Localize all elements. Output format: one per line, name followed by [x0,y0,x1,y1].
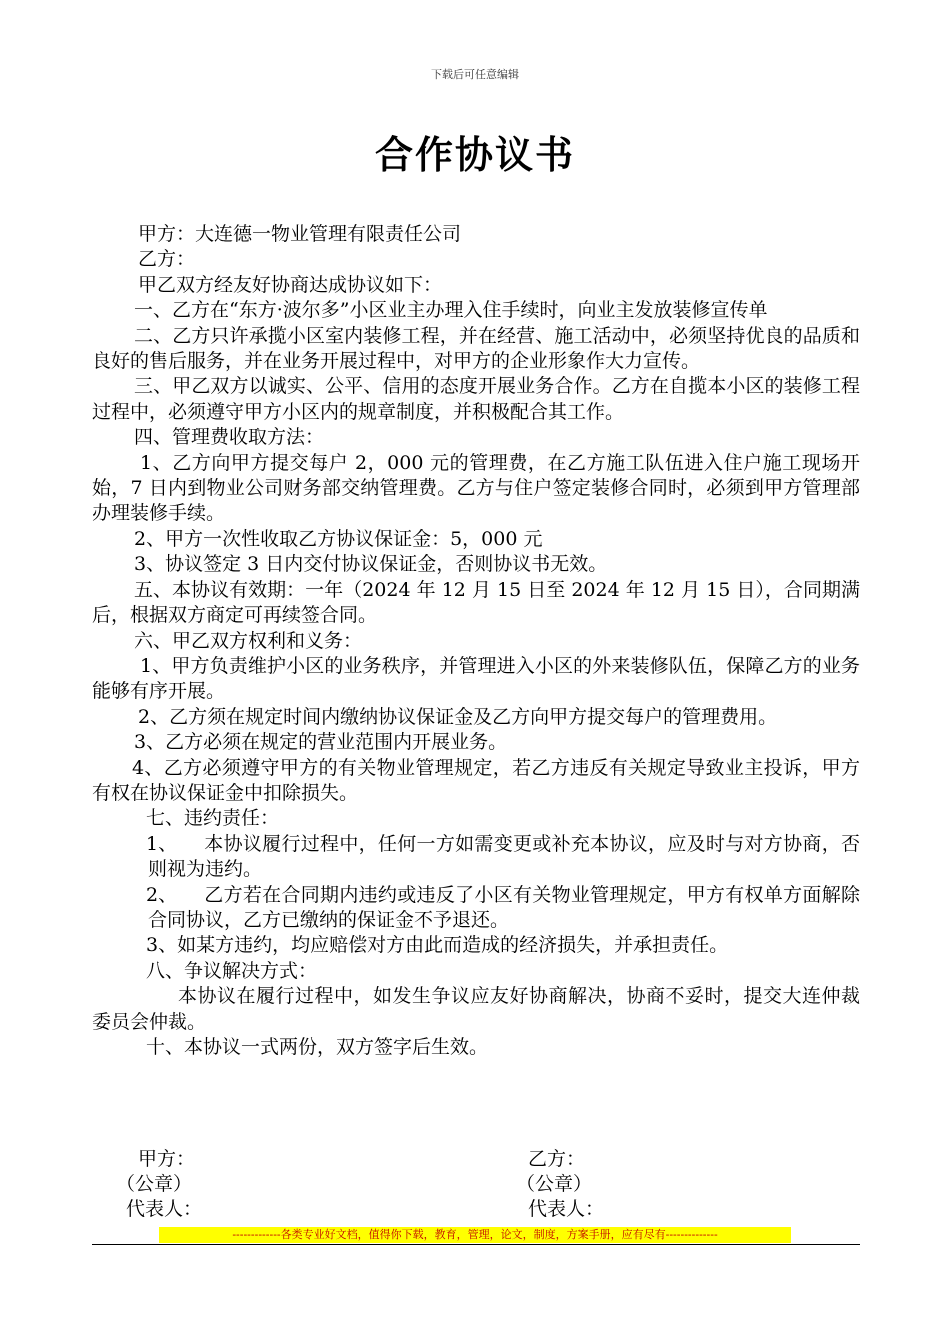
clause-7-item-1-number: 1、 [146,832,178,855]
clause-1: 一、乙方在“东方·波尔多”小区业主办理入住手续时，向业主发放装修宣传单 [134,299,768,322]
party-a-representative: 代表人： [126,1198,203,1220]
clause-7-item-2-text: 乙方若在合同期内违约或违反了小区有关物业管理规定，甲方有权单方面解除合同协议，乙方已缴纳的保证金不予退还。 [148,883,860,931]
agreement-body [92,222,860,1060]
clause-6-item-4: 4、乙方必须遵守甲方的有关物业管理规定，若乙方违反有关规定导致业主投诉，甲方有权在协议保证金中扣除损失。 [92,756,860,804]
clause-8-body: 本协议在履行过程中，如发生争议应友好协商解决，协商不妥时，提交大连仲裁委员会仲裁。 [92,985,860,1033]
document-title: 合作协议书 [374,132,575,177]
clause-4-title: 四、管理费收取方法： [134,426,325,449]
party-b-seal: （公章） [516,1173,593,1195]
clause-3: 三、甲乙双方以诚实、公平、信用的态度开展业务合作。乙方在自揽本小区的装修工程过程中，必须遵守甲方小区内的规章制度，并积极配合其工作。 [92,375,860,423]
clause-6-title: 六、甲乙双方权利和义务： [134,629,363,652]
footer-text: -------------各类专业好文档，值得你下载，教育，管理，论文，制度，方案手册，应有尽有-------------- [232,1228,718,1241]
clause-8-title: 八、争议解决方式： [146,959,318,982]
clause-4-item-2: 2、甲方一次性收取乙方协议保证金：5，000 元 [134,527,543,550]
footer-rule [92,1244,860,1245]
clause-7-item-3: 3、如某方违约，均应赔偿对方由此而造成的经济损失，并承担责任。 [146,934,729,957]
clause-7-item-1 [92,832,860,883]
clause-4-item-3: 3、协议签定 3 日内交付协议保证金，否则协议书无效。 [134,553,608,576]
party-a: 甲方：大连德一物业管理有限责任公司 [138,223,462,245]
clause-4-item-1: 1、乙方向甲方提交每户 2，000 元的管理费，在乙方施工队伍进入住户施工现场开始，7 日内到物业公司财务部交纳管理费。乙方与住户签定装修合同时，必须到甲方管理部办理装修手续。 [92,451,860,525]
clause-10: 十、本协议一式两份，双方签字后生效。 [146,1036,489,1058]
clause-6-item-1: 1、甲方负责维护小区的业务秩序，并管理进入小区的外来装修队伍，保障乙方的业务能够有序开展。 [92,654,860,703]
party-b-representative: 代表人： [528,1198,605,1220]
intro: 甲乙双方经友好协商达成协议如下： [138,273,443,296]
clause-6-item-3: 3、乙方必须在规定的营业范围内开展业务。 [134,731,508,754]
clause-7-item-2 [92,883,860,934]
party-b-sign-label: 乙方： [528,1148,586,1170]
page-header: 下载后可任意编辑 [431,68,519,81]
party-b: 乙方： [138,248,196,271]
clause-7-item-2-number: 2、 [146,883,178,906]
party-a-sign-label: 甲方： [138,1148,196,1170]
clause-7-item-1-text: 本协议履行过程中，任何一方如需变更或补充本协议，应及时与对方协商，否则视为违约。 [148,832,860,881]
clause-7-title: 七、违约责任： [146,807,280,830]
party-a-seal: （公章） [116,1173,193,1195]
clause-5: 五、本协议有效期：一年（2024 年 12 月 15 日至 2024 年 12 月 15 日），合同期满后，根据双方商定可再续签合同。 [92,578,860,627]
clause-2: 二、乙方只许承揽小区室内装修工程，并在经营、施工活动中，必须坚持优良的品质和良好的售后服务，并在业务开展过程中，对甲方的企业形象作大力宣传。 [92,324,860,373]
clause-6-item-2: 2、乙方须在规定时间内缴纳协议保证金及乙方向甲方提交每户的管理费用。 [138,705,778,728]
